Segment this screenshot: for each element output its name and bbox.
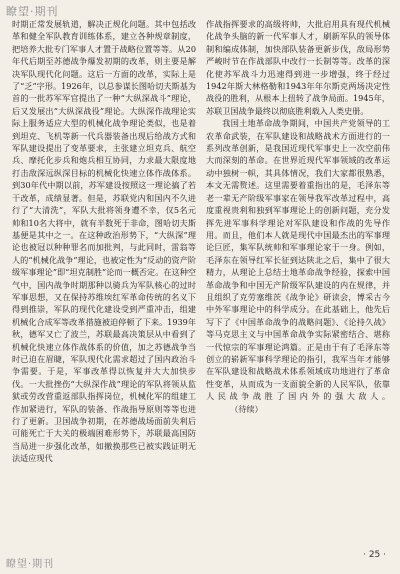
article-paragraph: 时期正常发展轨道，解决正规化问题。其中包括改革和健全军队教育训练体系，建立各种规章制度，把培养大批专门军事人才置于战略位置等等。从20年代后期至苏德战争爆发初期的改革，则主要是解决军队现代化问题。这后一方面的改革，实际上是了“乏”字形。1926年，以总参谋长图哈切夫斯基为首的一批苏军军官提出了一种“大纵深战斗”理论，后又发展出“大纵深战役”理论。大纵深作战理论实际上服务适应大型的机械化战争理论类似，也是着到坦克、飞机等新一代兵器装备出现后给战方式和军队建设提出了变革要求，主张建立坦克兵、航空兵、摩托化步兵和炮兵相互协同，力求最大限度地打击敌深远纵深目标的机械化快速立体作战体系。到30年代中期以前，苏军建设按照这一理论搞了若干改革，成绩显著。但是，苏联党内和国内不久进行了“大清洗”，军队大批将领身遭不幸，仅5名元帅和10名大将中，就有半数死于非命，图哈切夫斯基便是其中之一。在这种政治形势下，“大纵深”理论也被冠以种种罪名而加批判，与此同时，雷翁等人的“机械化战争”理论，也被定性为“反动的资产阶级军事理论”即“坦克制胜”论而一概否定。在这种空气中，国内战争时期那种以骑兵为军队核心的过时军事思想，又在保持苏维埃红军革命传统的名义下得到推崇，军队的现代化建设受到严重冲击，组建机械化合成军等改革措施被迫停顿了下来。1939年秋，德军又亡了波兰，苏联最高决策层从中看到了机械化快速立体作战体系的价值，加之苏德战争当时已迫在眉睫，军队现代化需求超过了国内政治斗争需要。于是，军事改革得以恢复并大大加快步伐。一大批挫伤“大纵深作战”理论的军队将领从监狱或劳改营重返部队指挥岗位，机械化军的组建工作加紧进行，军队的装备、作战指导原则等等也进行了更新。卫国战争初期，在苏德战场面前失利后可能死亡于大关的极端困难形势下，苏联最高国防当局进一步强化改革，如撤换那些已被实践证明无法适应现代 xyxy=(12,19,196,464)
article-paragraph-text: 我国土地革命战争期间，中国共产党领导的工农革命武装，在军队建设和战略战术方面进行的一系列改革创新，是我国近现代军事史上一次空前伟大而深刻的革命。在世界近现代军事领域的改革运动中独树一帜，其具体情况，我们大家都很熟悉，本文无需赘述。这里需要着重指出的是，毛泽东等老一辈无产阶级军事家在领导我军改革过程中，高度重视贵利和独到军事理论上的创新问题，充分发挥先进军事科学理论对军队建设和作战的先导作用。而且，他们本人就是现代中国最杰出的军事理论巨匠，集军队统帅和军事理论家于一身。例如，毛泽东在领导红军长征到达陕北之后，集中了很大精力，从理论上总结土地革命战争经验，探索中国革命战争和中国无产阶级军队建设的内在规律，并且组织了克劳塞维茨《战争论》研读会，博采古今中外军事理论中的科学成分。在此基础上，他先后写下了《中国革命战争的战略问题》、《论持久战》等马克思主义与中国革命战争实际紧密结合、堪称一代惊宗的军事理论鸿篇。正是由于有了毛泽东等创立的崭新军事科学理论的指引，我军当年才能够在军队建设和战略战术体系领域成功地进行了革命性变革，从而成为一支面貌全新的人民军队，依靠人民战争战胜了国内外的强大敌人。 xyxy=(206,118,390,402)
journal-logo-header: 瞭望·期刊 xyxy=(6,5,59,18)
page-number: · 25 · xyxy=(363,550,386,560)
article-column-right xyxy=(206,18,390,415)
article-column-left xyxy=(12,18,196,465)
journal-logo-footer: 瞭望·期刊 xyxy=(6,559,55,570)
article-paragraph xyxy=(206,117,390,415)
article-paragraph: 作战指挥要求的高级将帅，大批启用具有现代机械化战争头脑的新一代军事人才，刷新军队的领导体制和编成体制，加快部队装备更新步伐，敌局形势严峻时节在作战部队中改行一长制等等。改革的深化使苏军战斗力迅速得到进一步增强，终于经过1942年斯大林格勒和1943年年尔斯克两场决定性战役的胜利，从根本上扭转了战争局面。1945年，苏联卫国战争最终以彻底胜利载入人类史册。 xyxy=(206,19,390,116)
to-be-continued-label: （待续） xyxy=(230,403,263,414)
